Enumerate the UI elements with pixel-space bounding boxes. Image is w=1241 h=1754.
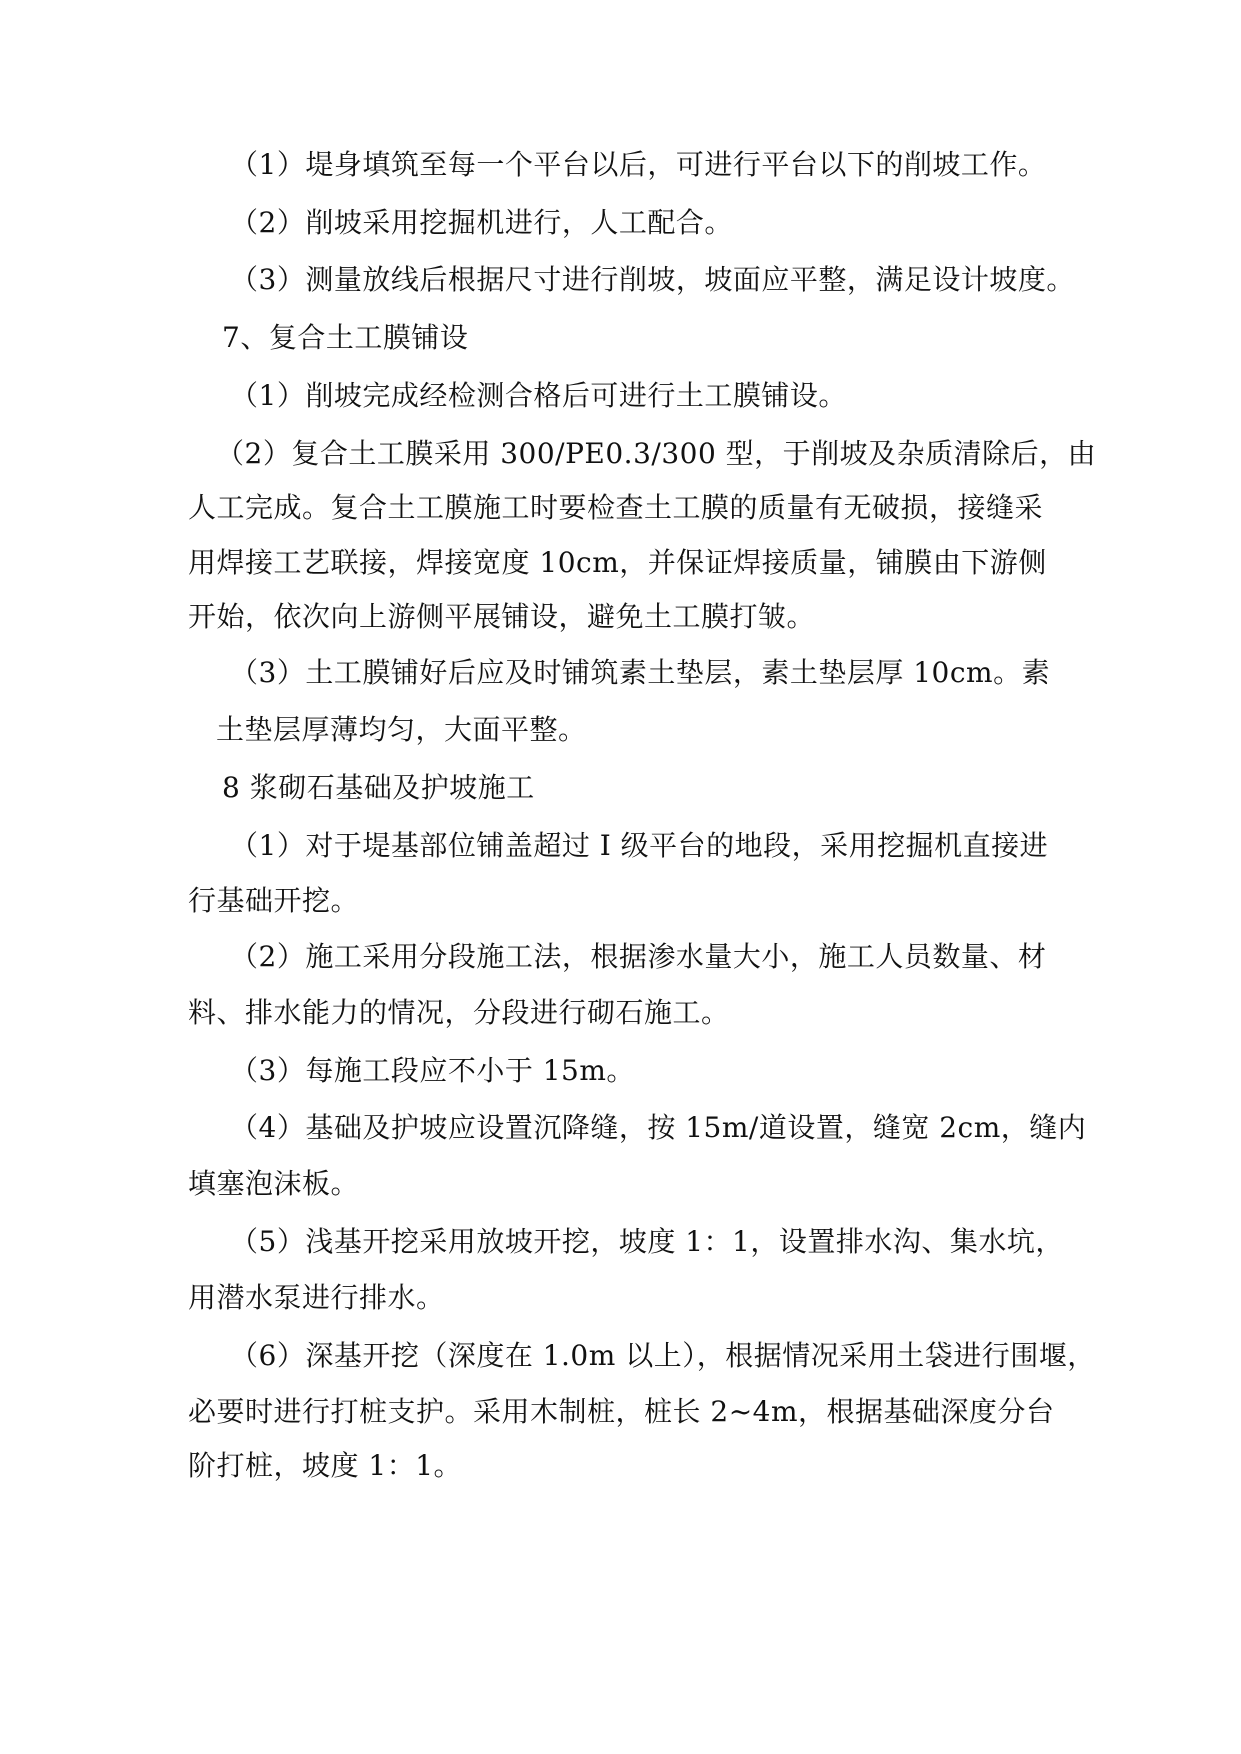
text-line: （2）削坡采用挖掘机进行，人工配合。 [230,206,733,239]
text-line: （5）浅基开挖采用放坡开挖，坡度 1：1，设置排水沟、集水坑， [230,1225,1064,1258]
text-line: 必要时进行打桩支护。采用木制桩，桩长 2~4m，根据基础深度分台 [188,1395,1055,1428]
text-line: （1）削坡完成经检测合格后可进行土工膜铺设。 [230,379,847,412]
text-line: 人工完成。复合土工膜施工时要检查土工膜的质量有无破损，接缝采 [188,491,1044,524]
section-heading: 7、复合土工膜铺设 [222,321,469,354]
text-line: （6）深基开挖（深度在 1.0m 以上），根据情况采用土袋进行围堰， [230,1339,1096,1372]
text-line: 用焊接工艺联接，焊接宽度 10cm，并保证焊接质量，铺膜由下游侧 [188,546,1047,579]
text-line: （1）对于堤基部位铺盖超过 I 级平台的地段，采用挖掘机直接进 [230,829,1049,862]
text-line: （3）每施工段应不小于 15m。 [230,1054,635,1087]
text-line: （4）基础及护坡应设置沉降缝，按 15m/道设置，缝宽 2cm，缝内 [230,1111,1087,1144]
text-line: （3）土工膜铺好后应及时铺筑素土垫层，素土垫层厚 10cm。素 [230,656,1051,689]
text-line: （2）施工采用分段施工法，根据渗水量大小，施工人员数量、材 [230,940,1047,973]
text-line: 阶打桩，坡度 1：1。 [188,1449,463,1482]
text-line: （3）测量放线后根据尺寸进行削坡，坡面应平整，满足设计坡度。 [230,263,1075,296]
text-line: 土垫层厚薄均匀，大面平整。 [216,713,587,746]
text-line: 料、排水能力的情况，分段进行砌石施工。 [188,996,730,1029]
text-line: 开始，依次向上游侧平展铺设，避免土工膜打皱。 [188,600,816,633]
text-line: （2）复合土工膜采用 300/PE0.3/300 型，于削坡及杂质清除后，由 [216,437,1097,470]
text-line: 填塞泡沫板。 [188,1167,360,1200]
text-line: 行基础开挖。 [188,884,360,917]
text-line: （1）堤身填筑至每一个平台以后，可进行平台以下的削坡工作。 [230,148,1047,181]
section-heading: 8 浆砌石基础及护坡施工 [222,771,535,804]
text-line: 用潜水泵进行排水。 [188,1281,445,1314]
